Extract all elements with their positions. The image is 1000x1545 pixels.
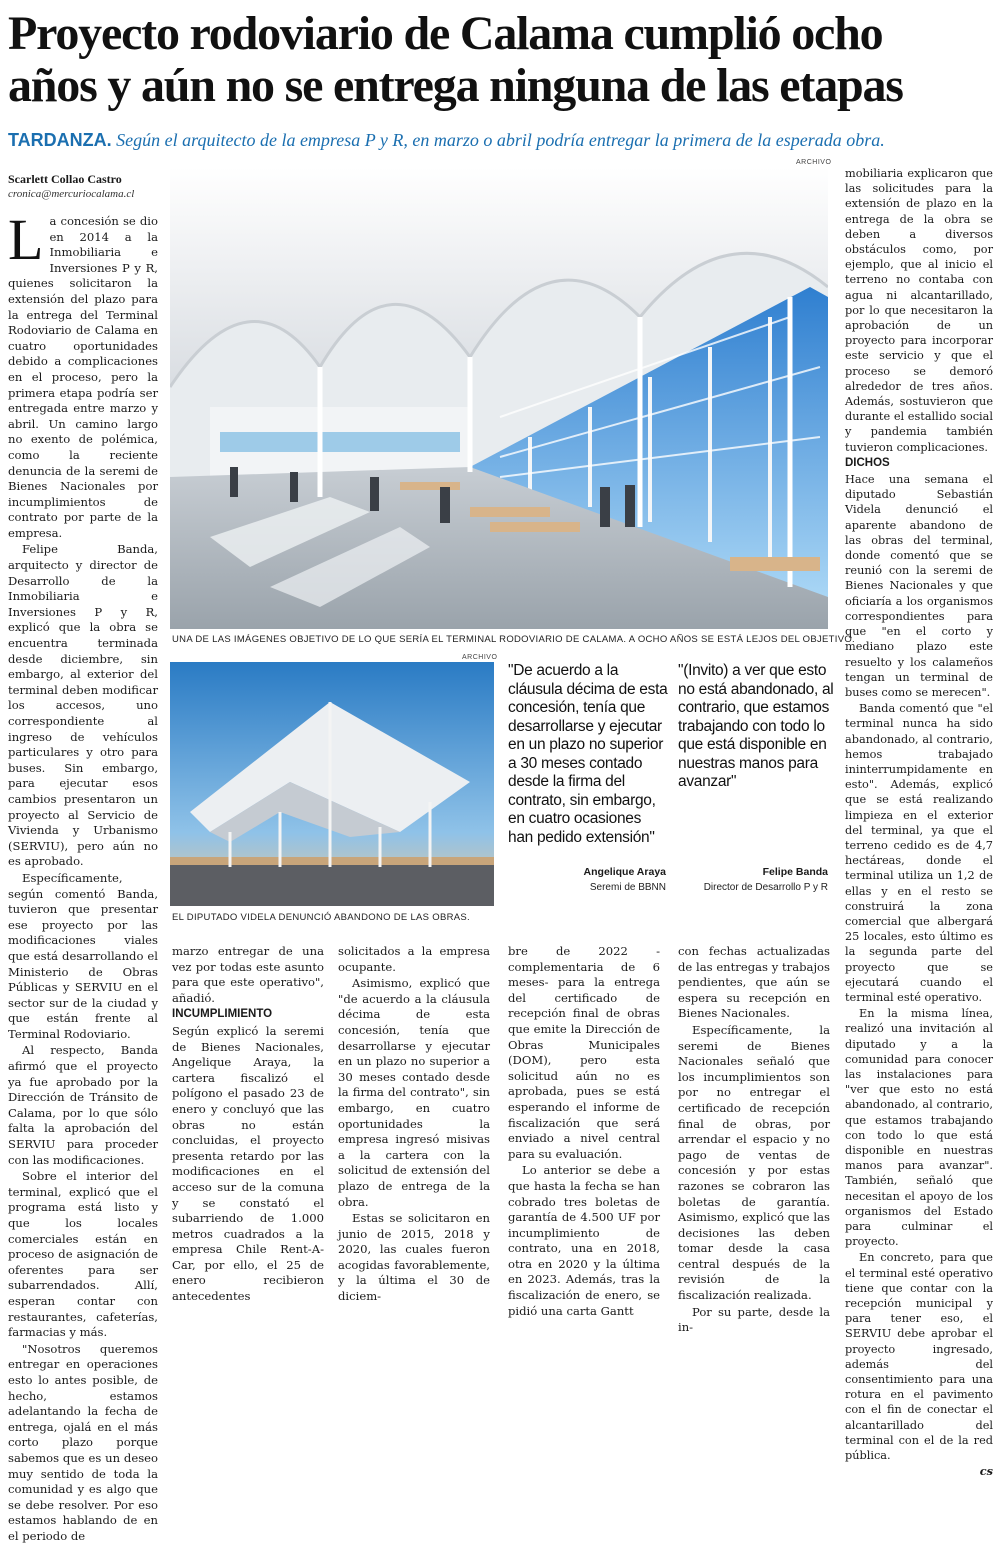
second-photo (170, 662, 494, 906)
column-4 (508, 944, 660, 1320)
col2-paragraph-1: marzo entregar de una vez por todas este asunto para que este operativo", añadió. (172, 944, 324, 1005)
column-6 (845, 166, 993, 1480)
headline-line-2: años y aún no se entrega ninguna de las etapas (8, 59, 903, 112)
col1-paragraph-5: Sobre el interior del terminal, explicó que el programa está listo y que los locales comerciales están en proceso de asignación de oferentes para ser subarrendados. Allí, esperan contar con restaurantes, cafeterías, farmacias y más. (8, 1169, 158, 1340)
deck (8, 130, 992, 151)
drop-cap: L (8, 207, 44, 272)
col1-paragraph-2: Felipe Banda, arquitecto y director de Desarrollo de la Inmobiliaria e Inversiones P y R, explicó que la obra se encuentra terminada desde diciembre, sin embargo, al exterior del terminal deben modificar los accesos, uno correspondiente al ingreso de vehículos particulares y otro para buses. Sin embargo, para ejecutar esos cambios presentaron un proyecto al Servicio de Vivienda y Urbanismo (SERVIU), pero aún no es aprobado. (8, 542, 158, 869)
col4-paragraph-2: Lo anterior se debe a que hasta la fecha se han cobrado tres boletas de garantía de 4.500 UF por incumplimiento de contrato, una en 2018, otra en 2020 y la última en 2023. Además, tras la fiscalización de enero, se pidió una carta Gantt (508, 1163, 660, 1318)
pull-quote-1: "De acuerdo a la cláusula décima de esta concesión, tenía que desarrollarse y ejecutar en un plazo no superior a 30 meses contado desde la firma del contrato, sin embargo, en cuatro ocasiones han pedido extensión" (508, 662, 668, 846)
col6-paragraph-2: Hace una semana el diputado Sebastián Videla denunció el aparente abandono de las obras del terminal, donde comentó que se reunió con la seremi de Bienes Nacionales y que oficiaría a los organismos correspondientes para que "en el corto y mediano plazo este resuelto y los calameños tengan un terminal de buses como se merecen". (845, 473, 993, 699)
main-photo-credit: ARCHIVO (796, 159, 832, 166)
pull-quote-2: "(Invito) a ver que esto no está abandonado, al contrario, que estamos trabajando con todo lo que está disponible en nuestras manos para avanzar" (678, 662, 834, 790)
subhead-dichos: DICHOS (845, 456, 890, 469)
col6-paragraph-3: Banda comentó que "el terminal nunca ha sido abandonado, al contrario, hemos trabajado ininterrumpidamente en esto". Además, explicó que se está realizando limpieza en el exterior del terminal, ya que el terreno cedido es de 4,7 hectáreas, donde el terminal utiliza un 1,2 de ellas y en el resto se construirá la zona comercial que albergará 25 locales, esto último es la segunda parte del proyecto que se ejecutará cuando el terminal esté operativo. (845, 702, 993, 1004)
column-2 (172, 944, 324, 1306)
second-photo-credit: ARCHIVO (462, 654, 498, 661)
pull-quote-1-name: Angelique Araya (583, 866, 666, 878)
col3-paragraph-1: solicitados a la empresa ocupante. (338, 944, 490, 974)
col6-paragraph-5: En concreto, para que el terminal esté operativo tiene que contar con la recepción municipal y para tener eso, el SERVIU debe aprobar el proyecto ingresado, además del consentimiento para una rotura en el pavimento con el fin de conectar el alcantarillado del terminal con el de la red pública. (845, 1251, 993, 1463)
deck-kicker: TARDANZA. (8, 130, 112, 150)
col6-paragraph-1: mobiliaria explicaron que las solicitudes para la extensión de plazo en la entrega de la obra se deben a diversos obstáculos como, por ejemplo, que al inicio el terreno no contaba con agua ni alcantarillado, por lo que necesitaron la aprobación de un proyecto para incorporar este servicio y que el proceso se demoró alrededor de tres años. Además, sostuvieron que durante el estallido social y pandemia también tuvieron complicaciones. (845, 167, 993, 454)
col1-paragraph-3: Específicamente, según comentó Banda, tuvieron que presentar ese proyecto por las modificaciones viales que está desarrollando el Ministerio de Obras Públicas y SERVIU en el sector sur de la ciudad y que están frente al Terminal Rodoviario. (8, 870, 158, 1041)
end-mark: cs (979, 1464, 993, 1479)
col1-paragraph-6: "Nosotros queremos entregar en operaciones esto lo antes posible, de hecho, estamos adelantando la fecha de entrega, ojalá en el más corto plazo porque sabemos que es un deseo muy sentido de toda la comunidad y es algo que se debe resolver. Por eso estamos hablando de en el periodo de (8, 1341, 158, 1543)
col1-paragraph-4: Al respecto, Banda afirmó que el proyecto ya fue aprobado por la Dirección de Tránsito de Calama, por lo que sólo falta la aprobación del SERVIU para proceder con las modificaciones. (8, 1043, 158, 1167)
col6-paragraph-4: En la misma línea, realizó una invitación al diputado y a la comunidad para conocer las instalaciones para "ver que esto no está abandonado, al contrario, que estamos trabajando con todo lo que está disponible en nuestras manos para avanzar". También, señaló que necesitan el apoyo de los organismos del Estado para culminar el proyecto. (845, 1007, 993, 1249)
second-photo-caption: EL DIPUTADO VIDELA DENUNCIÓ ABANDONO DE LAS OBRAS. (172, 912, 470, 923)
terminal-rendering-image (170, 167, 828, 629)
column-3 (338, 944, 490, 1306)
col4-paragraph-1: bre de 2022 -complementaria de 6 meses- para la entrega del certificado de recepción final de obras que emite la Dirección de Obras Municipales (DOM), pero esta solicitud aún no es aprobada, pues se está esperando el informe de fiscalización que será enviado a nivel central para su evaluación. (508, 944, 660, 1161)
col1-paragraph-1: La concesión se dio en 2014 a la Inmobiliaria e Inversiones P y R, quienes solicitaron la extensión del plazo para la entrega del Terminal Rodoviario de Calama en cuatro oportunidades debido a complicaciones en el proceso, pero la primera etapa podría ser entregada entre marzo y abril. Un camino largo no exento de polémica, como la reciente denuncia de la seremi de Bienes Nacionales por incumplimientos de contrato por parte de la empresa. (8, 207, 158, 540)
pull-quote-2-role: Director de Desarrollo P y R (703, 882, 828, 893)
pull-quote-2-name: Felipe Banda (762, 866, 828, 878)
byline-name: Scarlett Collao Castro (8, 172, 122, 186)
col3-paragraph-3: Estas se solicitaron en junio de 2015, 2018 y 2020, las cuales fueron acogidas favorablemente, y la última el 30 de diciem- (338, 1211, 490, 1304)
headline (8, 8, 992, 112)
canopy-structure-image (170, 662, 494, 906)
deck-text: Según el arquitecto de la empresa P y R, en marzo o abril podría entregar la primera de la esperada obra. (116, 130, 885, 150)
main-photo-caption: UNA DE LAS IMÁGENES OBJETIVO DE LO QUE SERÍA EL TERMINAL RODOVIARIO DE CALAMA. A OCHO AÑOS SE ESTÁ LEJOS DEL OBJETIVO. (172, 634, 855, 645)
main-photo (170, 167, 828, 629)
subhead-incumplimiento: INCUMPLIMIENTO (172, 1008, 273, 1021)
col5-paragraph-2: Específicamente, la seremi de Bienes Nacionales señaló que los incumplimientos son por no entregar el certificado de recepción final de obras, por arrendar el espacio y no pago de ventas de concesión y por estas razones se cobraron las boletas de garantía. Asimismo, explicó que las decisiones las deben tomar desde la casa central después de la revisión de la fiscalización realizada. (678, 1022, 830, 1303)
byline-email: cronica@mercuriocalama.cl (8, 188, 135, 200)
pull-quote-1-role: Seremi de BBNN (589, 882, 666, 893)
col5-paragraph-1: con fechas actualizadas de las entregas y trabajos pendientes, que aún se espera su recepción en Bienes Nacionales. (678, 944, 830, 1021)
col2-paragraph-2: Según explicó la seremi de Bienes Nacionales, Angelique Araya, la cartera fiscalizó el polígono el pasado 23 de enero y concluyó que las obras no están concluidas, el proyecto presenta retardo por las modificaciones en el acceso sur de la comuna y se constató el subarriendo de 1.000 metros cuadrados a la empresa Chile Rent-A-Car, por ello, el 25 de enero recibieron antecedentes (172, 1023, 324, 1304)
col5-paragraph-3: Por su parte, desde la in- (678, 1304, 830, 1335)
column-1 (8, 207, 158, 1545)
col3-paragraph-2: Asimismo, explicó que "de acuerdo a la cláusula décima de esta concesión, tenía que desarrollarse y ejecutar en un plazo no superior a 30 meses contado desde la firma del contrato", sin embargo, en cuatro oportunidades la empresa ingresó misivas a la cartera con la solicitud de extensión del plazo de entrega de la obra. (338, 976, 490, 1209)
headline-line-1: Proyecto rodoviario de Calama cumplió ocho (8, 7, 883, 60)
column-5 (678, 944, 830, 1337)
